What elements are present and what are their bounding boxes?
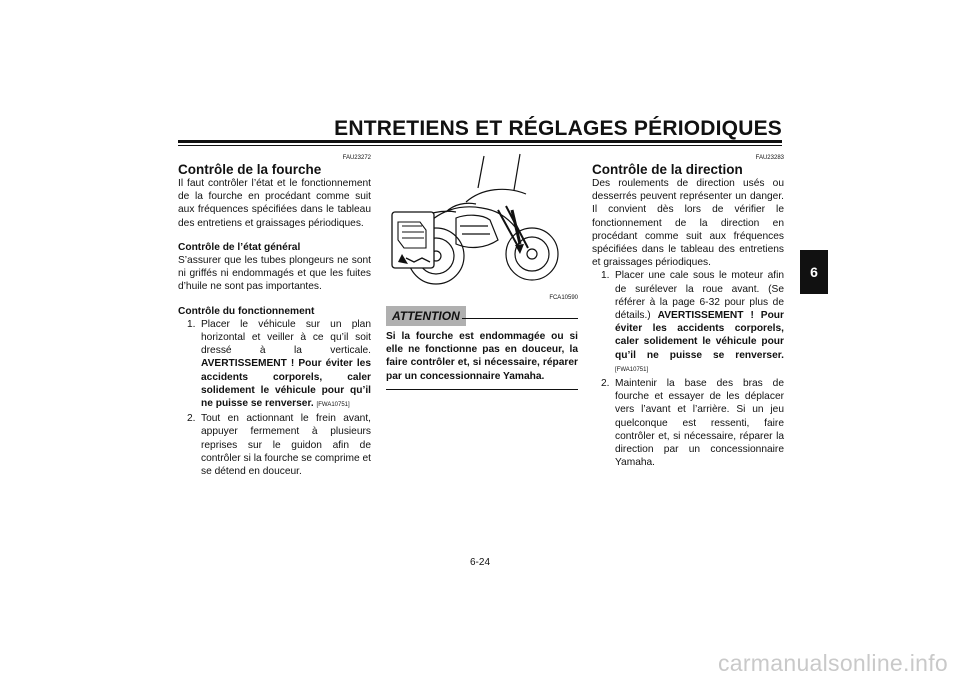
attention-text: Si la fourche est endommagée ou si elle ne fonctionne pas en douceur, la faire contrôler et, si nécessaire, réparer par un concessionnaire Yamaha.: [386, 331, 578, 382]
list-item: 1. Placer une cale sous le moteur afin de surélever la roue avant. (Se référer à la page 6-32 pour plus de détails.) AVERTISSEMENT ! Pour éviter les accidents corporels, caler solidement le véhicule pour qu’il ne puisse se renverser. [FWA10751]: [601, 270, 784, 373]
section-title: Contrôle de la fourche: [178, 162, 322, 177]
middle-column: [386, 152, 578, 390]
section-code: FAU23283: [755, 155, 784, 161]
attention-rule: [462, 318, 578, 319]
left-column: [178, 148, 371, 478]
warning-text: AVERTISSEMENT ! Pour éviter les accidents corporels, caler solidement le véhicule pour qu’il ne puisse se renverser.: [201, 358, 371, 410]
warning-text: AVERTISSEMENT ! Pour éviter les accidents corporels, caler solidement le véhicule pour qu’il ne puisse se renverser.: [615, 310, 784, 361]
section-intro: Des roulements de direction usés ou desserrés peuvent représenter un danger. Il convient dès lors de vérifier le fonctionnement de la direction en procédant comme suit aux fréquences spécifiées dans le tableau des entretiens et graissages périodiques.: [592, 178, 784, 269]
list-item: 2. Tout en actionnant le frein avant, appuyer fermement à plusieurs reprises sur le guidon afin de contrôler si la fourche se comprime et se détend en douceur.: [187, 413, 371, 478]
warning-ref: [FWA10751]: [316, 402, 350, 409]
attention-label: ATTENTION: [386, 306, 466, 326]
list-item: 2. Maintenir la base des bras de fourche et essayer de les déplacer vers l’avant et l’arrière. Si un jeu quelconque est ressenti, faire contrôler et, si nécessaire, réparer la direction par un concessionnaire Yamaha.: [601, 378, 784, 469]
header-rule: [178, 140, 782, 143]
section-title: Contrôle de la direction: [592, 162, 743, 177]
watermark: carmanualsonline.info: [717, 650, 948, 676]
list-item: 1. Placer le véhicule sur un plan horizontal et veiller à ce qu’il soit dressé à la verticale. AVERTISSEMENT ! Pour éviter les accidents corporels, caler solidement le véhicule pour qu’il ne puisse se renverser. [FWA10751]: [187, 318, 371, 410]
right-column: [592, 148, 784, 469]
attention-bottom-rule: [386, 389, 578, 390]
chapter-tab: 6: [800, 250, 828, 294]
subsection-title: Contrôle du fonctionnement: [178, 305, 315, 317]
header-rule-thin: [178, 145, 782, 146]
section-intro: Il faut contrôler l’état et le fonctionnement de la fourche en procédant comme suit aux fréquences spécifiées dans le tableau des entretiens et graissages périodiques.: [178, 178, 371, 229]
subsection-text: S’assurer que les tubes plongeurs ne sont ni griffés ni endommagés et que les fuites d’huile ne sont pas importantes.: [178, 255, 371, 293]
page-number: 6-24: [469, 557, 490, 568]
motorcycle-fork-illustration: [386, 152, 578, 292]
page-header-title: ENTRETIENS ET RÉGLAGES PÉRIODIQUES: [334, 117, 782, 140]
subsection-title: Contrôle de l’état général: [178, 241, 301, 253]
section-code: FAU23272: [342, 155, 371, 161]
attention-header: [386, 306, 578, 328]
warning-ref: [FWA10751]: [615, 366, 649, 373]
figure-code: FCA10590: [549, 295, 578, 301]
